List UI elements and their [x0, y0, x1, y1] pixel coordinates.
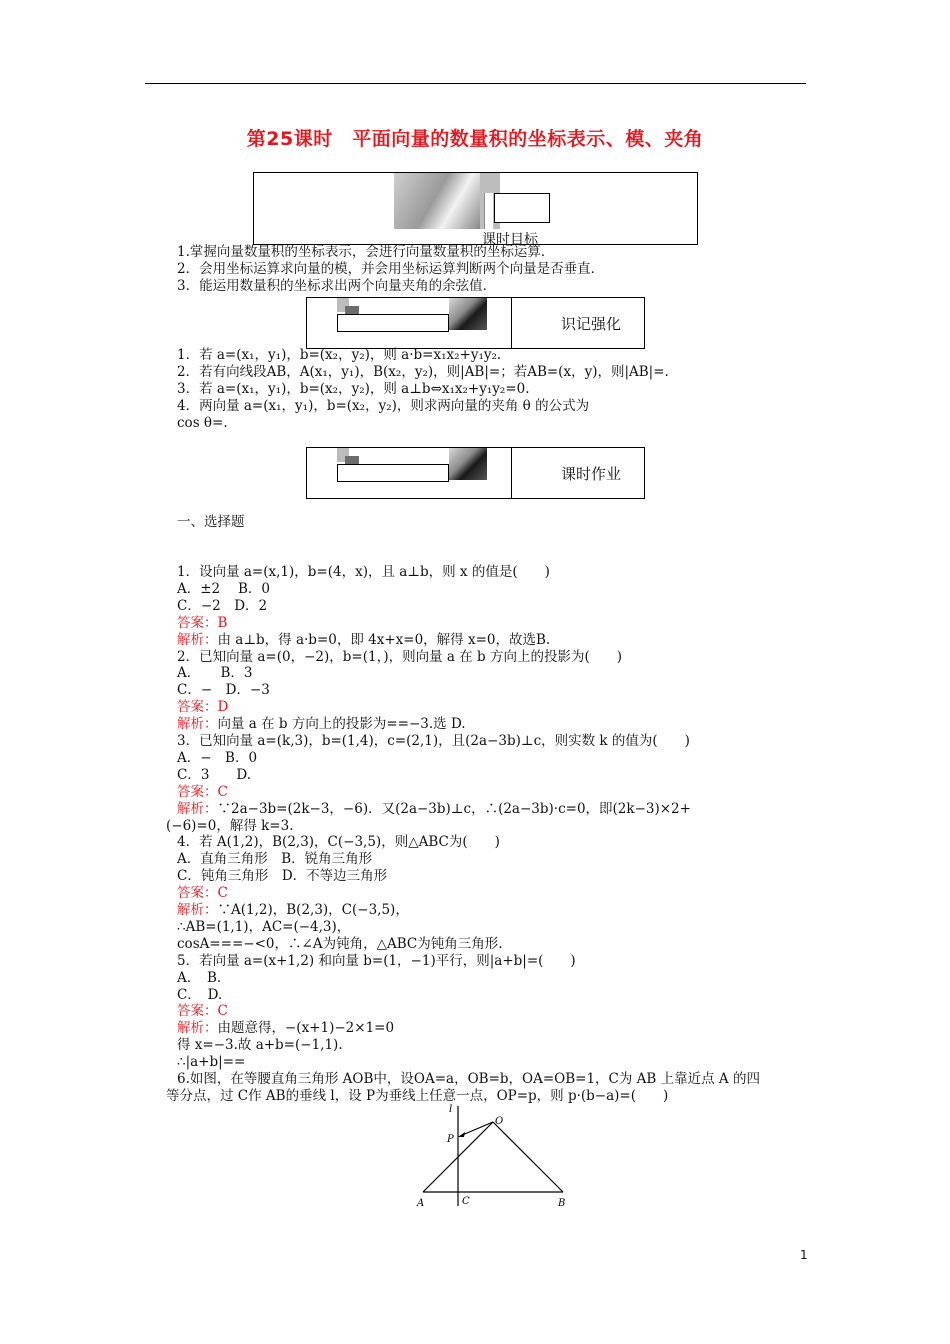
segment-OB [493, 1122, 563, 1192]
line-text: (−6)=0，解得 k=3. [166, 817, 294, 834]
line-text: 5．若向量 a=(x+1,2) 和向量 b=(1，−1)平行，则|a+b|=( ) [177, 952, 576, 969]
label-l: l [449, 1104, 453, 1115]
exercise-line [177, 716, 466, 733]
line-text: ∴|a+b|== [177, 1054, 246, 1071]
line-text: ∴AB=(1,1)，AC=(−4,3)， [177, 918, 351, 935]
banner-box [337, 314, 449, 332]
memory-item: 4．两向量 a=(x₁，y₁)，b=(x₂，y₂)，则求两向量的夹角 θ 的公式为 [177, 398, 590, 414]
exercise-line [177, 987, 222, 1004]
answer-label: 解析： [177, 902, 218, 918]
line-text: 3．已知向量 a=(k,3)，b=(1,4)，c=(2,1)，且(2a−3b)⊥c，则实数 k 的值为( ) [177, 733, 690, 749]
line-text: 2．已知向量 a=(0，−2)，b=(1，)，则向量 a 在 b 方向上的投影为( ) [177, 648, 622, 665]
banner-decoration [449, 448, 487, 480]
line-text: 6.如图，在等腰直角三角形 AOB中，设OA=a，OB=b，OA=OB=1，C为 AB 上靠近点 A 的四 [177, 1071, 760, 1087]
memory-banner [306, 297, 645, 349]
exercise-line [177, 801, 691, 818]
exercise-line [177, 733, 690, 750]
answer-label: 答案：C [177, 1003, 228, 1020]
banner-label: 课时作业 [561, 465, 622, 483]
line-text: C．钝角三角形 D．不等边三角形 [177, 868, 388, 885]
exercise-line [177, 784, 228, 801]
exercise-line [177, 834, 500, 851]
line-text: A．±2 B．0 [177, 580, 270, 597]
line-text: A．− B．0 [177, 749, 258, 766]
section-heading: 一、选择题 [177, 514, 245, 530]
goal-item: 1.掌握向量数量积的坐标表示，会进行向量数量积的坐标运算． [177, 244, 555, 260]
vector-OP [460, 1122, 493, 1136]
line-text: C．− D．−3 [177, 682, 270, 699]
line-text: A．直角三角形 B．锐角三角形 [177, 851, 373, 868]
line-text: 等分点，过 C作 AB的垂线 l，设 P为垂线上任意一点，OP=p，则 p·(b−a)=( ) [166, 1087, 669, 1104]
line-text: 得 x=−3.故 a+b=(−1,1). [177, 1037, 343, 1054]
banner-box [494, 193, 550, 223]
solution-text: 由 a⊥b，得 a·b=0，即 4x+x=0，解得 x=0，故选B. [217, 631, 551, 648]
exercise-line [177, 649, 622, 666]
exercise-line [177, 1054, 245, 1071]
solution-text: 向量 a 在 b 方向上的投影为==−3.选 D. [217, 716, 466, 733]
homework-banner [306, 447, 645, 499]
banner-divider [511, 448, 512, 498]
answer-label: 解析： [177, 716, 218, 733]
solution-text: ∵2a−3b=(2k−3，−6)．又(2a−3b)⊥c，∴(2a−3b)·c=0，即(2k−3)×2+ [217, 800, 691, 817]
exercise-line [177, 632, 550, 649]
line-text: C．3 D. [177, 766, 252, 783]
exercise-line [177, 1020, 394, 1037]
memory-item: cos θ=. [177, 415, 228, 431]
line-text: C． D. [177, 986, 223, 1003]
label-C: C [462, 1196, 470, 1207]
answer-label: 答案：C [177, 783, 228, 800]
exercise-line [177, 750, 257, 767]
banner-decoration [449, 298, 487, 330]
exercise-line [177, 682, 270, 699]
goal-item: 2．会用坐标运算求向量的模，并会用坐标运算判断两个向量是否垂直． [177, 261, 605, 277]
label-P: P [447, 1134, 454, 1145]
memory-item: 3．若 a=(x₁，y₁)，b=(x₂，y₂)，则 a⊥b⇔x₁x₂+y₁y₂=0. [177, 381, 530, 397]
memory-item: 1．若 a=(x₁，y₁)，b=(x₂，y₂)，则 a·b=x₁x₂+y₁y₂. [177, 347, 502, 363]
line-text: A． B．3 [177, 665, 253, 682]
answer-label: 解析： [177, 631, 218, 648]
label-A: A [417, 1198, 425, 1209]
header-rule [145, 83, 806, 84]
exercise-line [177, 1071, 760, 1088]
banner-divider [511, 298, 512, 348]
exercise-line [177, 615, 227, 632]
answer-label: 答案：D [177, 699, 229, 716]
exercise-line [177, 902, 409, 919]
banner-decoration [394, 173, 484, 229]
line-text: 1．设向量 a=(x,1)，b=(4，x)，且 a⊥b，则 x 的值是( ) [177, 564, 550, 580]
exercise-line [177, 885, 228, 902]
line-text: A． B. [177, 969, 222, 986]
banner-label: 识记强化 [561, 315, 622, 333]
triangle-figure [405, 1102, 605, 1212]
page-number: 1 [800, 1248, 808, 1262]
exercise-line [166, 818, 294, 835]
exercise-line [177, 1003, 228, 1020]
page-title: 第25课时 平面向量的数量积的坐标表示、模、夹角 [246, 128, 704, 150]
exercise-line [177, 953, 576, 970]
line-text: C．−2 D．2 [177, 597, 268, 614]
arrowhead [458, 1132, 465, 1137]
banner-decoration [484, 193, 493, 229]
banner-label: 课时目标 [482, 232, 538, 248]
line-text: 4．若 A(1,2)，B(2,3)，C(−3,5)，则△ABC为( ) [177, 834, 500, 851]
memory-item: 2．若有向线段AB，A(x₁，y₁)，B(x₂，y₂)，则|AB|=；若AB=(x，y)，则|AB|=. [177, 364, 669, 380]
line-text: cosA===−<0，∴∠A为钝角，△ABC为钝角三角形. [177, 935, 503, 952]
exercise-line [177, 1037, 343, 1054]
exercise-line [177, 767, 251, 784]
label-O: O [495, 1116, 504, 1127]
answer-label: 答案：C [177, 885, 228, 902]
exercise-line [177, 936, 503, 953]
lesson-goal-banner [253, 172, 698, 248]
exercise-line [177, 868, 387, 885]
exercise-line [177, 851, 372, 868]
banner-box [337, 464, 449, 482]
answer-label: 解析： [177, 800, 218, 817]
exercise-line [177, 699, 228, 716]
exercise-line [177, 598, 267, 615]
exercise-line [177, 581, 270, 598]
exercise-line [177, 665, 253, 682]
answer-label: 解析： [177, 1020, 218, 1037]
exercise-line [177, 970, 221, 987]
exercise-line [177, 564, 550, 581]
solution-text: ∵A(1,2)，B(2,3)，C(−3,5)， [217, 902, 409, 918]
answer-label: 答案：B [177, 614, 228, 631]
solution-text: 由题意得，−(x+1)−2×1=0 [217, 1020, 395, 1037]
label-B: B [558, 1198, 566, 1209]
exercise-line [177, 919, 350, 936]
goal-item: 3．能运用数量积的坐标求出两个向量夹角的余弦值． [177, 278, 497, 294]
